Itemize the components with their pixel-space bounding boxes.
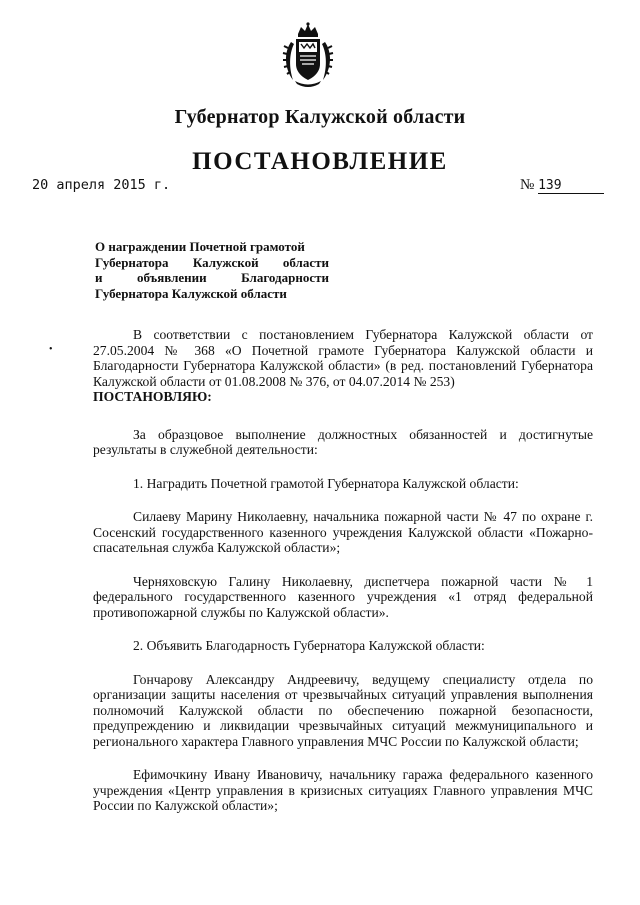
margin-mark: • <box>49 344 53 355</box>
document-subject <box>95 239 329 301</box>
subject-line: Губернатора Калужской области <box>95 285 287 301</box>
subject-line: Губернатора Калужской области <box>95 254 329 270</box>
document-date: 20 апреля 2015 г. <box>32 177 171 193</box>
gratitude-person: Гончарову Александру Андреевичу, ведущему специалисту отдела по организации защиты населения от чрезвычайных ситуаций управления выполнения полномочий Калужской области по обеспечению пожарной безопасности, предупреждению и ликвидации чрезвычайных ситуаций межмуниципального и регионального характера Главного управления МЧС России по Калужской области; <box>93 671 593 749</box>
gratitude-person: Ефимочкину Ивану Ивановичу, начальнику гаража федерального казенного учреждения «Центр управления в кризисных ситуациях Главного управления МЧС России по Калужской области»; <box>93 767 593 813</box>
kaluga-coat-of-arms-icon <box>281 22 335 88</box>
decree-word: ПОСТАНОВЛЯЮ: <box>93 389 212 404</box>
preamble-body: В соответствии с постановлением Губернатора Калужской области от 27.05.2004 № 368 «О Почетной грамоте Губернатора Калужской области и Благодарности Губернатора Калужской области» (в ред. постановлений Губернатора Калужской области от 01.08.2008 № 376, от 04.07.2014 № 253) <box>93 327 593 389</box>
item2-heading: 2. Объявить Благодарность Губернатора Калужской области: <box>133 638 485 653</box>
subject-line: и объявлении Благодарности <box>95 270 329 285</box>
award-person: Силаеву Марину Николаевну, начальника пожарной части № 47 по охране г. Сосенский государственного казенного учреждения Калужской области «Пожарно-спасательная служба Калужской области»; <box>93 509 593 555</box>
number-value: 139 <box>538 178 604 194</box>
document-type: ПОСТАНОВЛЕНИЕ <box>192 148 448 175</box>
document-body <box>93 327 593 814</box>
number-sign: № <box>520 177 535 193</box>
item1-heading: 1. Наградить Почетной грамотой Губернатора Калужской области: <box>133 475 519 491</box>
subject-line: О награждении Почетной грамотой <box>95 239 305 254</box>
preamble-text <box>93 327 593 405</box>
reason-text: За образцовое выполнение должностных обязанностей и достигнутые результаты в служебной деятельности: <box>93 426 593 457</box>
award-person: Черняховскую Галину Николаевну, диспетчера пожарной части № 1 федерального государственного казенного учреждения «1 отряд федеральной противопожарной службы по Калужской области». <box>93 573 593 620</box>
document-number <box>520 177 604 194</box>
issuer-title: Губернатор Калужской области <box>174 106 466 128</box>
